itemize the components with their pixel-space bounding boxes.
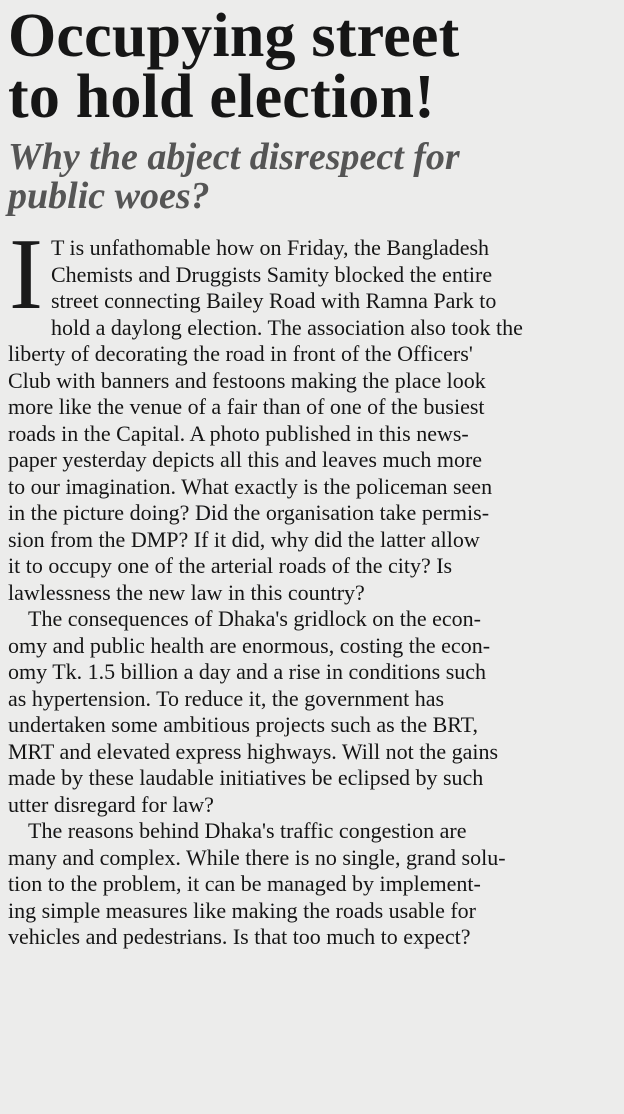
paragraph-1-line: Club with banners and festoons making the place look bbox=[8, 367, 486, 393]
paragraph-1-line: street connecting Bailey Road with Ramna Park to bbox=[50, 288, 497, 313]
article-headline: Occupying street to hold election! bbox=[8, 2, 460, 131]
article-body bbox=[8, 218, 610, 951]
paragraph-1-line: T is unfathomable how on Friday, the Bangladesh bbox=[50, 235, 490, 260]
paragraph-1 bbox=[8, 218, 610, 606]
article-subheadline: Why the abject disrespect for public woes? bbox=[8, 136, 460, 217]
paragraph-1-line: more like the venue of a fair than of one of the busiest bbox=[8, 394, 485, 419]
paragraph-1-line: in the picture doing? Did the organisation take permis- bbox=[8, 500, 490, 525]
paragraph-1-line: hold a daylong election. The association also took the bbox=[50, 314, 523, 340]
paragraph-3: The reasons behind Dhaka's traffic congestion are many and complex. While there is no single, grand solu- tion to the problem, it can be managed by implement- ing simple measures like making the roads usable for vehicles and pedestrians. Is that too much to expect? bbox=[8, 818, 506, 949]
paragraph-1-line: lawlessness the new law in this country? bbox=[8, 579, 365, 605]
paragraph-1-line: Chemists and Druggists Samity blocked the entire bbox=[50, 261, 493, 287]
paragraph-1-line: it to occupy one of the arterial roads of the city? Is bbox=[8, 553, 453, 578]
paragraph-2: The consequences of Dhaka's gridlock on the econ- omy and public health are enormous, costing the econ- omy Tk. 1.5 billion a day and a rise in conditions such as hypertension. To reduce it, the government has undertaken some ambitious projects such as the BRT, MRT and elevated express highways. Will not the gains made by these laudable initiatives be eclipsed by such utter disregard for law? bbox=[8, 606, 499, 817]
paragraph-1-line: roads in the Capital. A photo published in this news- bbox=[8, 420, 469, 446]
drop-cap: I bbox=[9, 218, 43, 331]
paragraph-1-line: liberty of decorating the road in front of the Officers' bbox=[8, 341, 473, 366]
paragraph-1-line: sion from the DMP? If it did, why did the latter allow bbox=[8, 526, 480, 552]
paragraph-1-line: paper yesterday depicts all this and leaves much more bbox=[8, 447, 483, 472]
paragraph-1-line: to our imagination. What exactly is the policeman seen bbox=[8, 473, 493, 499]
